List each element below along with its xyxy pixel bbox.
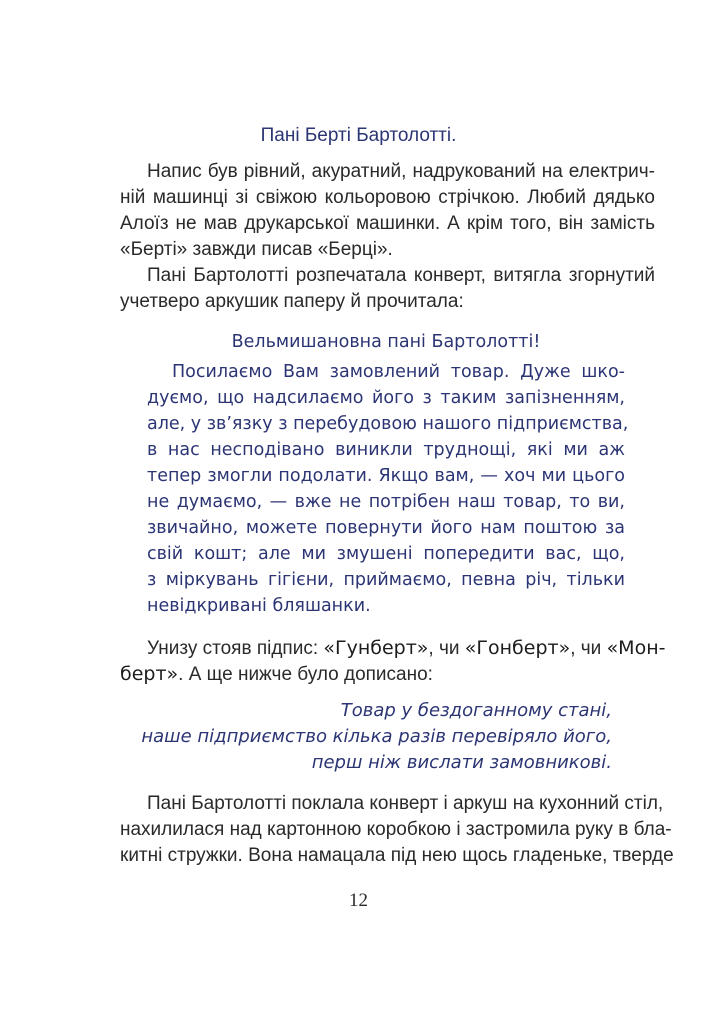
- signature-line: [120, 635, 666, 662]
- paragraph-line: нахилилася над картонною коробкою і застромила руку в бла-: [120, 819, 672, 840]
- signature-name: «Гонберт»: [464, 637, 571, 659]
- letter-line: з міркувань гігієни, приймаємо, певна річ, тільки: [147, 570, 625, 590]
- letter-line: не думаємо, — вже не потрібен наш товар, то ви,: [147, 492, 625, 512]
- paragraph-line: Пані Бартолотті розпечатала конверт, витягла згорнутий: [147, 265, 655, 286]
- postscript-line: перш ніж вислати замовникові.: [311, 752, 612, 773]
- page-number: 12: [349, 890, 368, 911]
- signature-suffix: . А ще нижче було дописано:: [178, 664, 433, 685]
- signature-line: [120, 661, 655, 688]
- paragraph-line: Напис був рівний, акуратний, надрукований на електрич-: [147, 161, 655, 182]
- letter-line: але, у зв’язку з перебудовою нашого підприємства,: [147, 414, 629, 434]
- paragraph-line: Алоїз не мав друкарської машинки. А крім того, він замість: [120, 213, 655, 234]
- signature-prefix: Унизу стояв підпис:: [147, 638, 324, 659]
- signature-name: берт»: [120, 663, 179, 685]
- letter-line: свій кошт; але ми змушені попередити вас, що,: [147, 544, 625, 564]
- paragraph-line: учетверо аркушик паперу й прочитала:: [120, 291, 464, 312]
- letter-line: звичайно, можете повернути його нам поштою за: [147, 518, 625, 538]
- signature-separator: , чи: [428, 638, 465, 659]
- postscript-line: Товар у бездоганному стані,: [340, 700, 612, 721]
- letter-line: тепер змогли подолати. Якщо вам, — хоч ми цього: [147, 466, 625, 486]
- address-line: Пані Берті Бартолотті.: [260, 125, 457, 146]
- letter-line: невідкривані бляшанки.: [147, 596, 371, 616]
- paragraph-line: китні стружки. Вона намацала під нею щось гладеньке, тверде: [120, 845, 674, 866]
- postscript-line: наше підприємство кілька разів перевіряло його,: [141, 726, 612, 747]
- paragraph-line: «Берті» завжди писав «Берці».: [120, 239, 393, 260]
- signature-name: «Гунберт»: [323, 637, 429, 659]
- signature-name: «Мон-: [606, 637, 666, 659]
- letter-salutation: Вельмишановна пані Бартолотті!: [231, 332, 541, 352]
- letter-line: в нас несподівано виникли труднощі, які ми аж: [147, 440, 625, 460]
- letter-line: дуємо, що надсилаємо його з таким запізненням,: [147, 388, 625, 408]
- signature-separator: , чи: [570, 638, 607, 659]
- paragraph-line: Пані Бартолотті поклала конверт і аркуш на кухонний стіл,: [147, 793, 664, 814]
- letter-line: Посилаємо Вам замовлений товар. Дуже шко-: [172, 362, 625, 382]
- paragraph-line: ній машинці зі свіжою кольоровою стрічкою. Любий дядько: [120, 187, 655, 208]
